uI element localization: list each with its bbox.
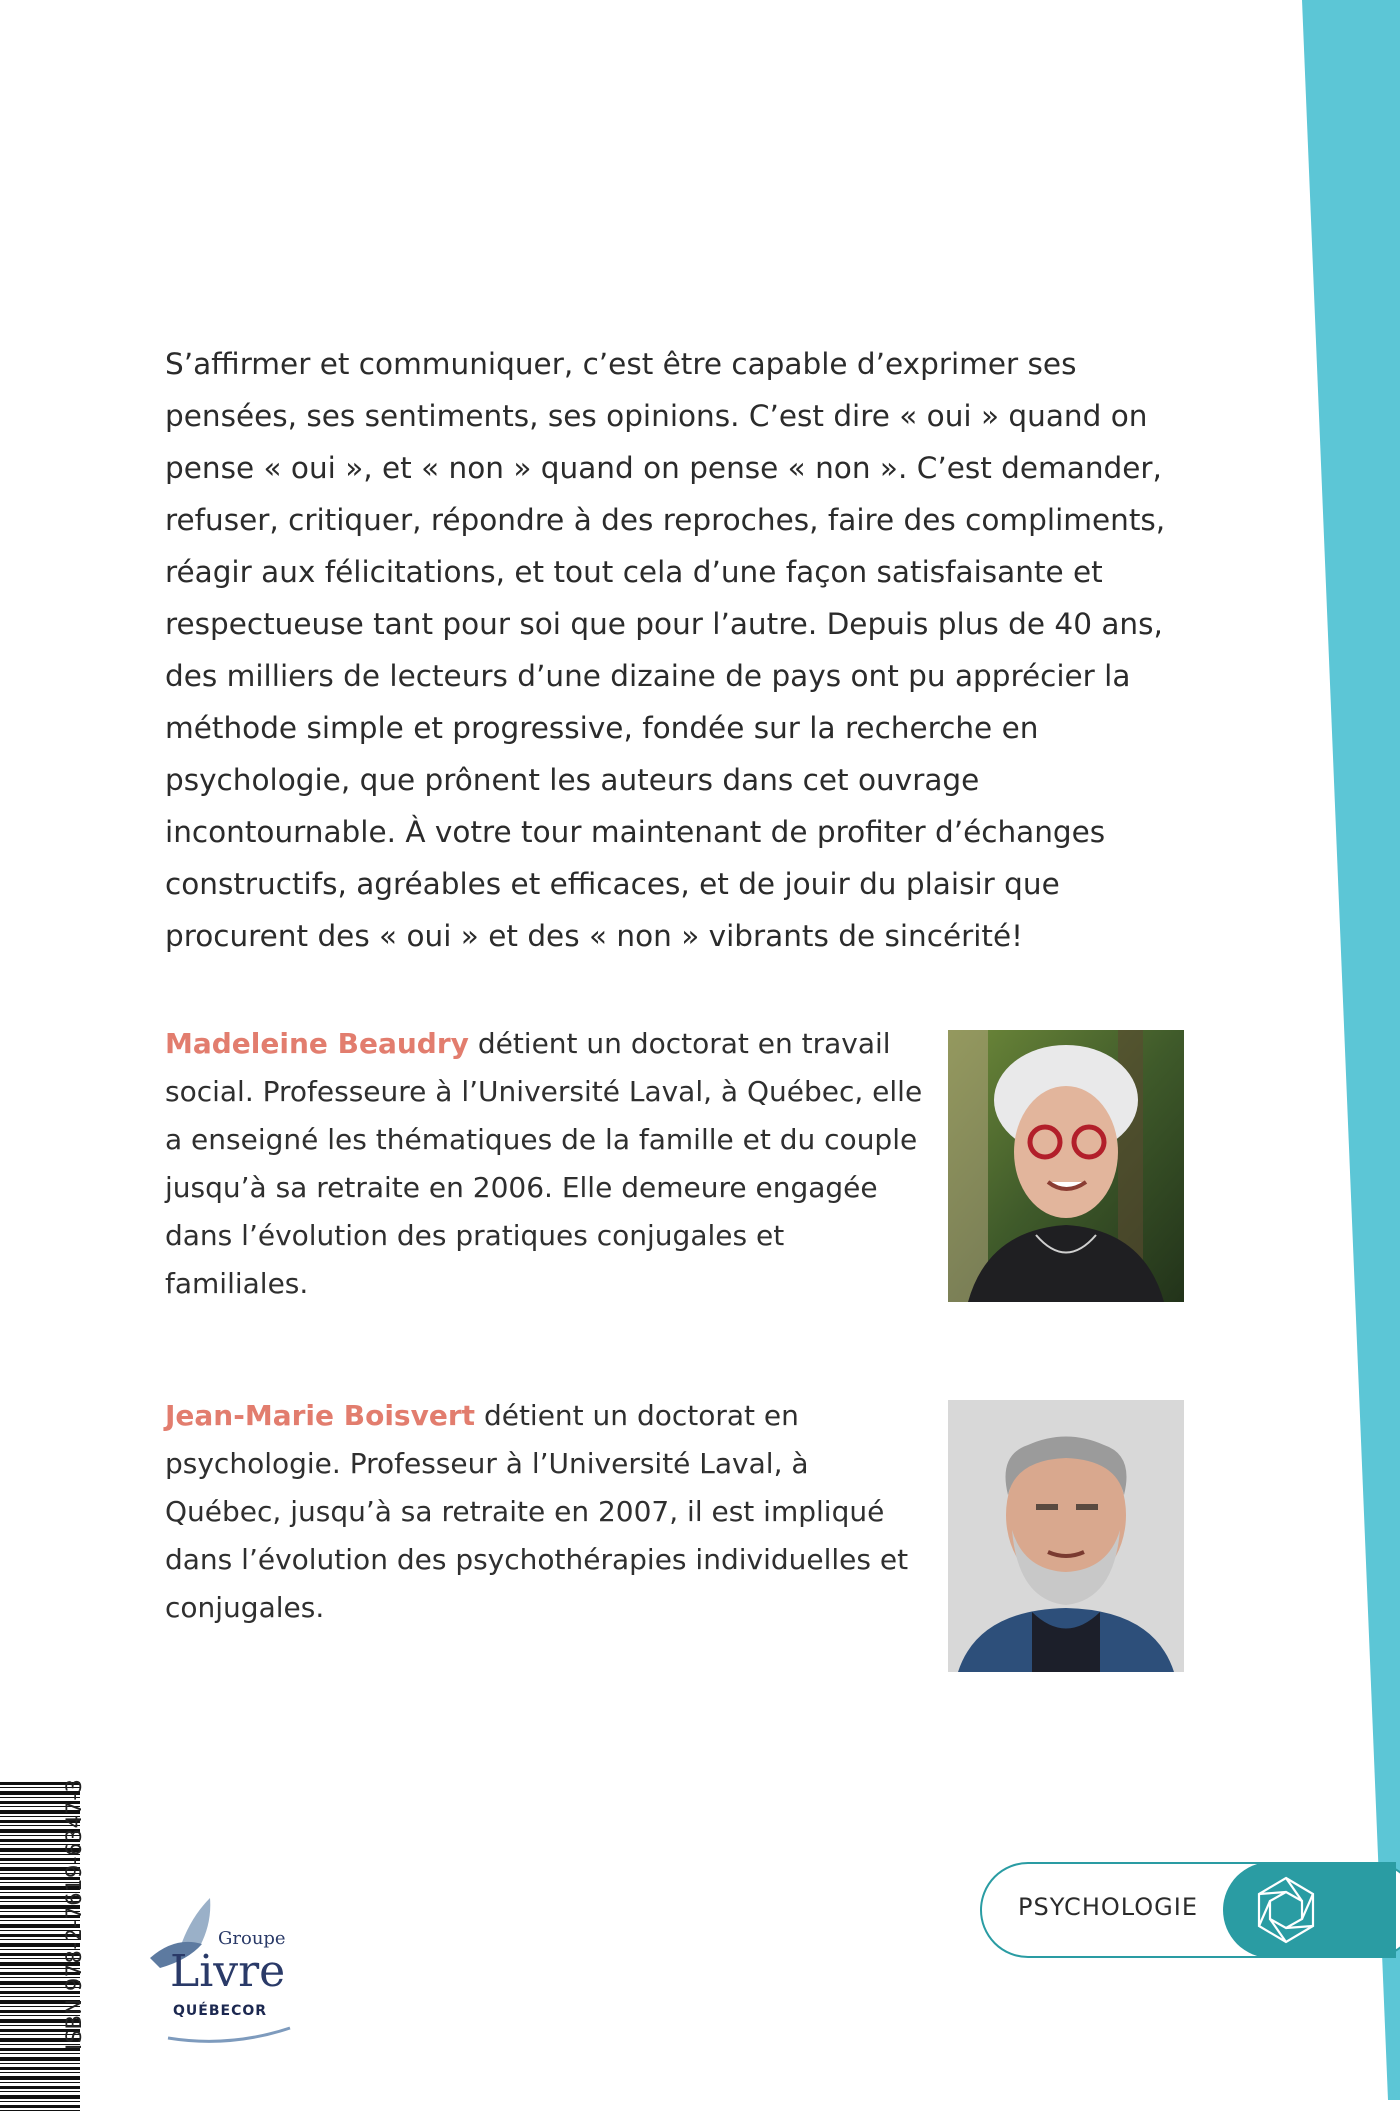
- category-tag: [980, 1862, 1396, 1958]
- isbn-number: ISBN 978-2-7619-6347-3: [62, 1778, 86, 2050]
- author-name: Jean-Marie Boisvert: [165, 1399, 476, 1432]
- author-photo-beaudry: [948, 1030, 1184, 1302]
- aperture-icon: [1250, 1874, 1322, 1946]
- author-photo-boisvert: [948, 1400, 1184, 1672]
- author-bio-boisvert: [165, 1392, 930, 1632]
- publisher-groupe: Groupe: [218, 1928, 286, 1949]
- publisher-quebecor: QUÉBECOR: [173, 2003, 268, 2019]
- author-bio-text: détient un doctorat en travail social. Professeure à l’Université Laval, à Québec, elle a enseigné les thématiques de la famille et du couple jusqu’à sa retraite en 2006. Elle demeure engagée dans l’évolution des pratiques conjugales et familiales.: [165, 1027, 923, 1300]
- author-bio-beaudry: [165, 1020, 930, 1308]
- back-cover-blurb: S’affirmer et communiquer, c’est être capable d’exprimer ses pensées, ses sentiments, ses opinions. C’est dire « oui » quand on pense « oui », et « non » quand on pense « non ». C’est demander, refuser, critiquer, répondre à des reproches, faire des compliments, réagir aux félicitations, et tout cela d’une façon satisfaisante et respectueuse tant pour soi que pour l’autre. Depuis plus de 40 ans, des milliers de lecteurs d’une dizaine de pays ont pu apprécier la méthode simple et progressive, fondée sur la recherche en psychologie, que prônent les auteurs dans cet ouvrage incontournable. À votre tour maintenant de profiter d’échanges constructifs, agréables et efficaces, et de jouir du plaisir que procurent des « oui » et des « non » vibrants de sincérité!: [165, 347, 1166, 953]
- publisher-livre: Livre: [170, 1946, 286, 1997]
- category-label: PSYCHOLOGIE: [1018, 1893, 1198, 1921]
- publisher-logo: [140, 1888, 310, 2048]
- author-bio-text: détient un doctorat en psychologie. Professeur à l’Université Laval, à Québec, jusqu’à sa retraite en 2007, il est impliqué dans l’évolution des psychothérapies individuelles et conjugales.: [165, 1399, 909, 1624]
- author-name: Madeleine Beaudry: [165, 1027, 469, 1060]
